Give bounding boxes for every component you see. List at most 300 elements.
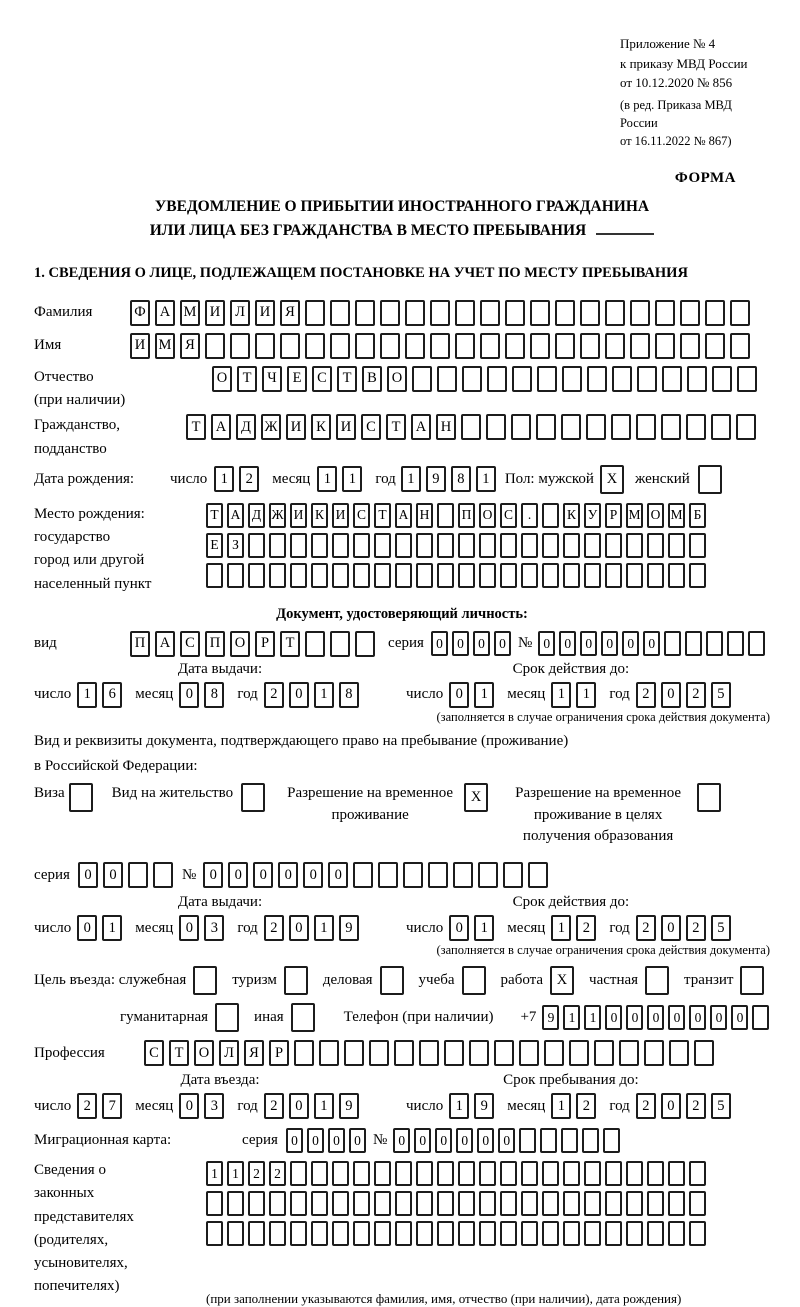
char-cell[interactable]: 1 — [314, 915, 334, 941]
char-cell[interactable]: 5 — [711, 682, 731, 708]
char-cell[interactable]: 0 — [473, 631, 490, 656]
char-cell[interactable] — [580, 333, 600, 359]
char-cell[interactable]: И — [286, 414, 306, 440]
char-cell[interactable]: Б — [689, 503, 706, 528]
char-cell[interactable] — [605, 1161, 622, 1186]
char-cell[interactable] — [205, 333, 225, 359]
char-cell[interactable] — [655, 333, 675, 359]
char-cell[interactable] — [395, 533, 412, 558]
char-cell[interactable]: 1 — [474, 682, 494, 708]
char-cell[interactable] — [668, 1191, 685, 1216]
char-cell[interactable]: И — [290, 503, 307, 528]
char-cell[interactable] — [290, 563, 307, 588]
char-cell[interactable]: 0 — [580, 631, 597, 656]
char-cell[interactable] — [562, 366, 582, 392]
char-cell[interactable] — [416, 1221, 433, 1246]
char-cell[interactable] — [680, 300, 700, 326]
char-cell[interactable]: 2 — [636, 682, 656, 708]
char-cell[interactable]: 0 — [328, 1128, 345, 1153]
char-cell[interactable] — [519, 1040, 539, 1066]
char-cell[interactable] — [636, 414, 656, 440]
char-cell[interactable]: С — [353, 503, 370, 528]
char-cell[interactable] — [269, 1191, 286, 1216]
char-cell[interactable] — [294, 1040, 314, 1066]
char-cell[interactable]: 5 — [711, 915, 731, 941]
char-cell[interactable] — [248, 1191, 265, 1216]
char-cell[interactable]: М — [626, 503, 643, 528]
char-cell[interactable] — [374, 533, 391, 558]
char-cell[interactable]: 0 — [449, 915, 469, 941]
char-cell[interactable]: З — [227, 533, 244, 558]
char-cell[interactable] — [594, 1040, 614, 1066]
char-cell[interactable]: Р — [255, 631, 275, 657]
char-cell[interactable]: 5 — [711, 1093, 731, 1119]
char-cell[interactable] — [500, 563, 517, 588]
char-cell[interactable]: И — [205, 300, 225, 326]
char-cell[interactable] — [563, 1161, 580, 1186]
char-cell[interactable] — [395, 563, 412, 588]
char-cell[interactable] — [419, 1040, 439, 1066]
char-cell[interactable] — [612, 366, 632, 392]
char-cell[interactable] — [662, 366, 682, 392]
char-cell[interactable] — [332, 533, 349, 558]
char-cell[interactable] — [430, 333, 450, 359]
char-cell[interactable]: П — [205, 631, 225, 657]
char-cell[interactable]: Я — [180, 333, 200, 359]
char-cell[interactable] — [542, 1221, 559, 1246]
char-cell[interactable] — [542, 1161, 559, 1186]
char-cell[interactable]: 0 — [626, 1005, 643, 1030]
char-cell[interactable] — [605, 300, 625, 326]
char-cell[interactable] — [563, 533, 580, 558]
char-cell[interactable]: 0 — [303, 862, 323, 888]
char-cell[interactable]: 0 — [431, 631, 448, 656]
char-cell[interactable] — [311, 1221, 328, 1246]
char-cell[interactable]: Т — [237, 366, 257, 392]
char-cell[interactable] — [680, 333, 700, 359]
char-cell[interactable] — [668, 533, 685, 558]
char-cell[interactable]: Т — [374, 503, 391, 528]
char-cell[interactable]: 0 — [286, 1128, 303, 1153]
char-cell[interactable] — [584, 533, 601, 558]
char-cell[interactable] — [689, 1191, 706, 1216]
char-cell[interactable] — [478, 862, 498, 888]
char-cell[interactable] — [394, 1040, 414, 1066]
char-cell[interactable] — [521, 1221, 538, 1246]
char-cell[interactable]: 0 — [661, 1093, 681, 1119]
char-cell[interactable]: Т — [337, 366, 357, 392]
char-cell[interactable]: Н — [436, 414, 456, 440]
char-cell[interactable]: 0 — [414, 1128, 431, 1153]
char-cell[interactable] — [206, 1221, 223, 1246]
char-cell[interactable]: 0 — [449, 682, 469, 708]
char-cell[interactable] — [428, 862, 448, 888]
char-cell[interactable]: П — [458, 503, 475, 528]
char-cell[interactable]: 2 — [239, 466, 259, 492]
char-cell[interactable]: 0 — [179, 915, 199, 941]
char-cell[interactable] — [305, 333, 325, 359]
char-cell[interactable]: 0 — [643, 631, 660, 656]
char-cell[interactable] — [416, 1161, 433, 1186]
char-cell[interactable]: 0 — [203, 862, 223, 888]
char-cell[interactable]: 0 — [253, 862, 273, 888]
char-cell[interactable] — [586, 414, 606, 440]
char-cell[interactable]: 0 — [668, 1005, 685, 1030]
char-cell[interactable]: К — [311, 503, 328, 528]
char-cell[interactable]: 1 — [342, 466, 362, 492]
char-cell[interactable] — [305, 631, 325, 657]
char-cell[interactable] — [563, 1191, 580, 1216]
char-cell[interactable]: 0 — [494, 631, 511, 656]
char-cell[interactable] — [215, 1003, 239, 1032]
char-cell[interactable] — [630, 300, 650, 326]
char-cell[interactable] — [380, 333, 400, 359]
char-cell[interactable] — [330, 333, 350, 359]
char-cell[interactable] — [416, 533, 433, 558]
char-cell[interactable] — [511, 414, 531, 440]
char-cell[interactable] — [319, 1040, 339, 1066]
char-cell[interactable]: 1 — [551, 682, 571, 708]
char-cell[interactable]: 0 — [307, 1128, 324, 1153]
char-cell[interactable] — [437, 1221, 454, 1246]
char-cell[interactable] — [353, 1161, 370, 1186]
char-cell[interactable] — [584, 1161, 601, 1186]
char-cell[interactable]: 3 — [204, 1093, 224, 1119]
char-cell[interactable]: 0 — [278, 862, 298, 888]
char-cell[interactable]: И — [332, 503, 349, 528]
char-cell[interactable] — [584, 1191, 601, 1216]
char-cell[interactable] — [437, 503, 454, 528]
char-cell[interactable]: Я — [280, 300, 300, 326]
char-cell[interactable] — [555, 300, 575, 326]
char-cell[interactable] — [458, 1161, 475, 1186]
char-cell[interactable] — [705, 333, 725, 359]
char-cell[interactable] — [227, 1191, 244, 1216]
char-cell[interactable]: 1 — [551, 1093, 571, 1119]
char-cell[interactable] — [637, 366, 657, 392]
char-cell[interactable]: 1 — [214, 466, 234, 492]
char-cell[interactable] — [500, 1221, 517, 1246]
char-cell[interactable]: А — [411, 414, 431, 440]
char-cell[interactable] — [227, 1221, 244, 1246]
char-cell[interactable]: 0 — [77, 915, 97, 941]
char-cell[interactable] — [344, 1040, 364, 1066]
char-cell[interactable]: 0 — [498, 1128, 515, 1153]
char-cell[interactable] — [355, 631, 375, 657]
char-cell[interactable]: 1 — [551, 915, 571, 941]
char-cell[interactable] — [584, 563, 601, 588]
char-cell[interactable] — [332, 1221, 349, 1246]
char-cell[interactable]: Е — [206, 533, 223, 558]
char-cell[interactable] — [241, 783, 265, 812]
char-cell[interactable] — [462, 966, 486, 995]
char-cell[interactable] — [542, 563, 559, 588]
char-cell[interactable] — [128, 862, 148, 888]
char-cell[interactable] — [661, 414, 681, 440]
char-cell[interactable] — [686, 414, 706, 440]
char-cell[interactable]: 9 — [474, 1093, 494, 1119]
char-cell[interactable] — [687, 366, 707, 392]
char-cell[interactable]: 0 — [103, 862, 123, 888]
char-cell[interactable]: С — [180, 631, 200, 657]
char-cell[interactable] — [694, 1040, 714, 1066]
char-cell[interactable] — [689, 563, 706, 588]
char-cell[interactable]: X — [464, 783, 488, 812]
char-cell[interactable] — [647, 533, 664, 558]
char-cell[interactable]: 1 — [314, 1093, 334, 1119]
char-cell[interactable]: 1 — [206, 1161, 223, 1186]
char-cell[interactable] — [712, 366, 732, 392]
char-cell[interactable] — [645, 966, 669, 995]
char-cell[interactable] — [206, 563, 223, 588]
char-cell[interactable] — [740, 966, 764, 995]
char-cell[interactable]: 0 — [661, 682, 681, 708]
char-cell[interactable]: Л — [219, 1040, 239, 1066]
char-cell[interactable]: Т — [186, 414, 206, 440]
char-cell[interactable] — [311, 1161, 328, 1186]
char-cell[interactable] — [580, 300, 600, 326]
char-cell[interactable] — [395, 1221, 412, 1246]
char-cell[interactable] — [530, 300, 550, 326]
char-cell[interactable] — [563, 563, 580, 588]
char-cell[interactable] — [395, 1191, 412, 1216]
char-cell[interactable]: 9 — [426, 466, 446, 492]
char-cell[interactable] — [305, 300, 325, 326]
char-cell[interactable] — [453, 862, 473, 888]
char-cell[interactable]: 2 — [686, 1093, 706, 1119]
char-cell[interactable] — [727, 631, 744, 656]
char-cell[interactable] — [647, 1221, 664, 1246]
char-cell[interactable] — [230, 333, 250, 359]
char-cell[interactable] — [311, 563, 328, 588]
char-cell[interactable] — [290, 1161, 307, 1186]
char-cell[interactable] — [355, 300, 375, 326]
char-cell[interactable]: В — [362, 366, 382, 392]
char-cell[interactable]: 0 — [393, 1128, 410, 1153]
char-cell[interactable] — [500, 533, 517, 558]
char-cell[interactable] — [380, 966, 404, 995]
char-cell[interactable]: 7 — [102, 1093, 122, 1119]
char-cell[interactable] — [647, 563, 664, 588]
char-cell[interactable]: 8 — [204, 682, 224, 708]
char-cell[interactable]: 0 — [328, 862, 348, 888]
char-cell[interactable] — [311, 533, 328, 558]
char-cell[interactable] — [536, 414, 556, 440]
char-cell[interactable]: А — [211, 414, 231, 440]
char-cell[interactable]: Ф — [130, 300, 150, 326]
char-cell[interactable] — [405, 300, 425, 326]
char-cell[interactable]: 1 — [77, 682, 97, 708]
char-cell[interactable] — [736, 414, 756, 440]
char-cell[interactable] — [280, 333, 300, 359]
char-cell[interactable] — [479, 533, 496, 558]
char-cell[interactable]: О — [387, 366, 407, 392]
char-cell[interactable] — [284, 966, 308, 995]
char-cell[interactable] — [479, 1161, 496, 1186]
char-cell[interactable] — [644, 1040, 664, 1066]
char-cell[interactable]: С — [144, 1040, 164, 1066]
char-cell[interactable] — [416, 1191, 433, 1216]
char-cell[interactable] — [555, 333, 575, 359]
char-cell[interactable] — [500, 1191, 517, 1216]
char-cell[interactable]: 0 — [349, 1128, 366, 1153]
char-cell[interactable]: 1 — [401, 466, 421, 492]
char-cell[interactable] — [437, 563, 454, 588]
char-cell[interactable] — [69, 783, 93, 812]
char-cell[interactable]: А — [227, 503, 244, 528]
char-cell[interactable]: 0 — [289, 682, 309, 708]
char-cell[interactable]: 0 — [689, 1005, 706, 1030]
char-cell[interactable] — [369, 1040, 389, 1066]
char-cell[interactable] — [353, 563, 370, 588]
char-cell[interactable] — [330, 300, 350, 326]
char-cell[interactable]: 0 — [661, 915, 681, 941]
char-cell[interactable]: 2 — [269, 1161, 286, 1186]
char-cell[interactable]: 3 — [204, 915, 224, 941]
char-cell[interactable] — [561, 414, 581, 440]
char-cell[interactable] — [626, 1161, 643, 1186]
char-cell[interactable]: А — [395, 503, 412, 528]
char-cell[interactable] — [561, 1128, 578, 1153]
char-cell[interactable]: Т — [169, 1040, 189, 1066]
char-cell[interactable]: 1 — [584, 1005, 601, 1030]
char-cell[interactable]: С — [312, 366, 332, 392]
char-cell[interactable]: О — [479, 503, 496, 528]
char-cell[interactable] — [437, 533, 454, 558]
char-cell[interactable]: С — [500, 503, 517, 528]
char-cell[interactable] — [582, 1128, 599, 1153]
char-cell[interactable] — [605, 333, 625, 359]
char-cell[interactable] — [269, 1221, 286, 1246]
char-cell[interactable]: 0 — [179, 682, 199, 708]
char-cell[interactable]: X — [550, 966, 574, 995]
char-cell[interactable] — [569, 1040, 589, 1066]
char-cell[interactable] — [630, 333, 650, 359]
char-cell[interactable] — [537, 366, 557, 392]
char-cell[interactable]: Ч — [262, 366, 282, 392]
char-cell[interactable] — [153, 862, 173, 888]
char-cell[interactable] — [706, 631, 723, 656]
char-cell[interactable] — [503, 862, 523, 888]
char-cell[interactable] — [290, 533, 307, 558]
char-cell[interactable]: И — [255, 300, 275, 326]
char-cell[interactable] — [480, 333, 500, 359]
char-cell[interactable]: 0 — [228, 862, 248, 888]
char-cell[interactable] — [521, 1191, 538, 1216]
char-cell[interactable]: 0 — [289, 915, 309, 941]
char-cell[interactable]: У — [584, 503, 601, 528]
char-cell[interactable] — [479, 1221, 496, 1246]
char-cell[interactable] — [269, 533, 286, 558]
char-cell[interactable] — [206, 1191, 223, 1216]
char-cell[interactable] — [587, 366, 607, 392]
char-cell[interactable] — [437, 1161, 454, 1186]
char-cell[interactable] — [248, 533, 265, 558]
char-cell[interactable] — [563, 1221, 580, 1246]
char-cell[interactable] — [374, 1191, 391, 1216]
char-cell[interactable] — [455, 333, 475, 359]
char-cell[interactable] — [542, 533, 559, 558]
char-cell[interactable] — [521, 533, 538, 558]
char-cell[interactable] — [353, 862, 373, 888]
char-cell[interactable] — [626, 563, 643, 588]
char-cell[interactable] — [248, 1221, 265, 1246]
char-cell[interactable]: . — [521, 503, 538, 528]
char-cell[interactable]: О — [647, 503, 664, 528]
char-cell[interactable]: 2 — [248, 1161, 265, 1186]
char-cell[interactable] — [668, 563, 685, 588]
char-cell[interactable] — [374, 1221, 391, 1246]
char-cell[interactable]: К — [563, 503, 580, 528]
char-cell[interactable] — [458, 563, 475, 588]
char-cell[interactable]: О — [194, 1040, 214, 1066]
char-cell[interactable] — [611, 414, 631, 440]
char-cell[interactable] — [487, 366, 507, 392]
char-cell[interactable]: 0 — [710, 1005, 727, 1030]
char-cell[interactable]: С — [361, 414, 381, 440]
char-cell[interactable] — [603, 1128, 620, 1153]
char-cell[interactable] — [730, 300, 750, 326]
char-cell[interactable] — [469, 1040, 489, 1066]
char-cell[interactable] — [395, 1161, 412, 1186]
char-cell[interactable]: 8 — [339, 682, 359, 708]
char-cell[interactable] — [311, 1191, 328, 1216]
char-cell[interactable] — [291, 1003, 315, 1032]
char-cell[interactable] — [458, 1221, 475, 1246]
char-cell[interactable]: 2 — [636, 915, 656, 941]
char-cell[interactable] — [540, 1128, 557, 1153]
char-cell[interactable] — [500, 1161, 517, 1186]
char-cell[interactable] — [290, 1191, 307, 1216]
char-cell[interactable]: Т — [386, 414, 406, 440]
char-cell[interactable] — [480, 300, 500, 326]
char-cell[interactable]: О — [230, 631, 250, 657]
char-cell[interactable] — [605, 533, 622, 558]
char-cell[interactable]: 0 — [559, 631, 576, 656]
char-cell[interactable]: 0 — [605, 1005, 622, 1030]
char-cell[interactable] — [416, 563, 433, 588]
char-cell[interactable] — [269, 563, 286, 588]
char-cell[interactable]: 2 — [264, 1093, 284, 1119]
char-cell[interactable] — [494, 1040, 514, 1066]
char-cell[interactable]: 2 — [636, 1093, 656, 1119]
char-cell[interactable]: 0 — [452, 631, 469, 656]
char-cell[interactable] — [461, 414, 481, 440]
char-cell[interactable] — [748, 631, 765, 656]
char-cell[interactable] — [486, 414, 506, 440]
char-cell[interactable]: 2 — [576, 1093, 596, 1119]
char-cell[interactable]: 1 — [563, 1005, 580, 1030]
char-cell[interactable]: 1 — [474, 915, 494, 941]
char-cell[interactable]: 1 — [317, 466, 337, 492]
char-cell[interactable]: Ж — [261, 414, 281, 440]
char-cell[interactable]: 0 — [538, 631, 555, 656]
char-cell[interactable] — [374, 563, 391, 588]
char-cell[interactable]: 2 — [686, 682, 706, 708]
char-cell[interactable]: 0 — [601, 631, 618, 656]
char-cell[interactable] — [669, 1040, 689, 1066]
char-cell[interactable] — [290, 1221, 307, 1246]
char-cell[interactable] — [689, 1221, 706, 1246]
char-cell[interactable]: И — [336, 414, 356, 440]
char-cell[interactable] — [521, 1161, 538, 1186]
char-cell[interactable]: П — [130, 631, 150, 657]
char-cell[interactable]: 1 — [314, 682, 334, 708]
char-cell[interactable]: 0 — [78, 862, 98, 888]
char-cell[interactable] — [530, 333, 550, 359]
char-cell[interactable] — [479, 1191, 496, 1216]
char-cell[interactable]: 0 — [435, 1128, 452, 1153]
